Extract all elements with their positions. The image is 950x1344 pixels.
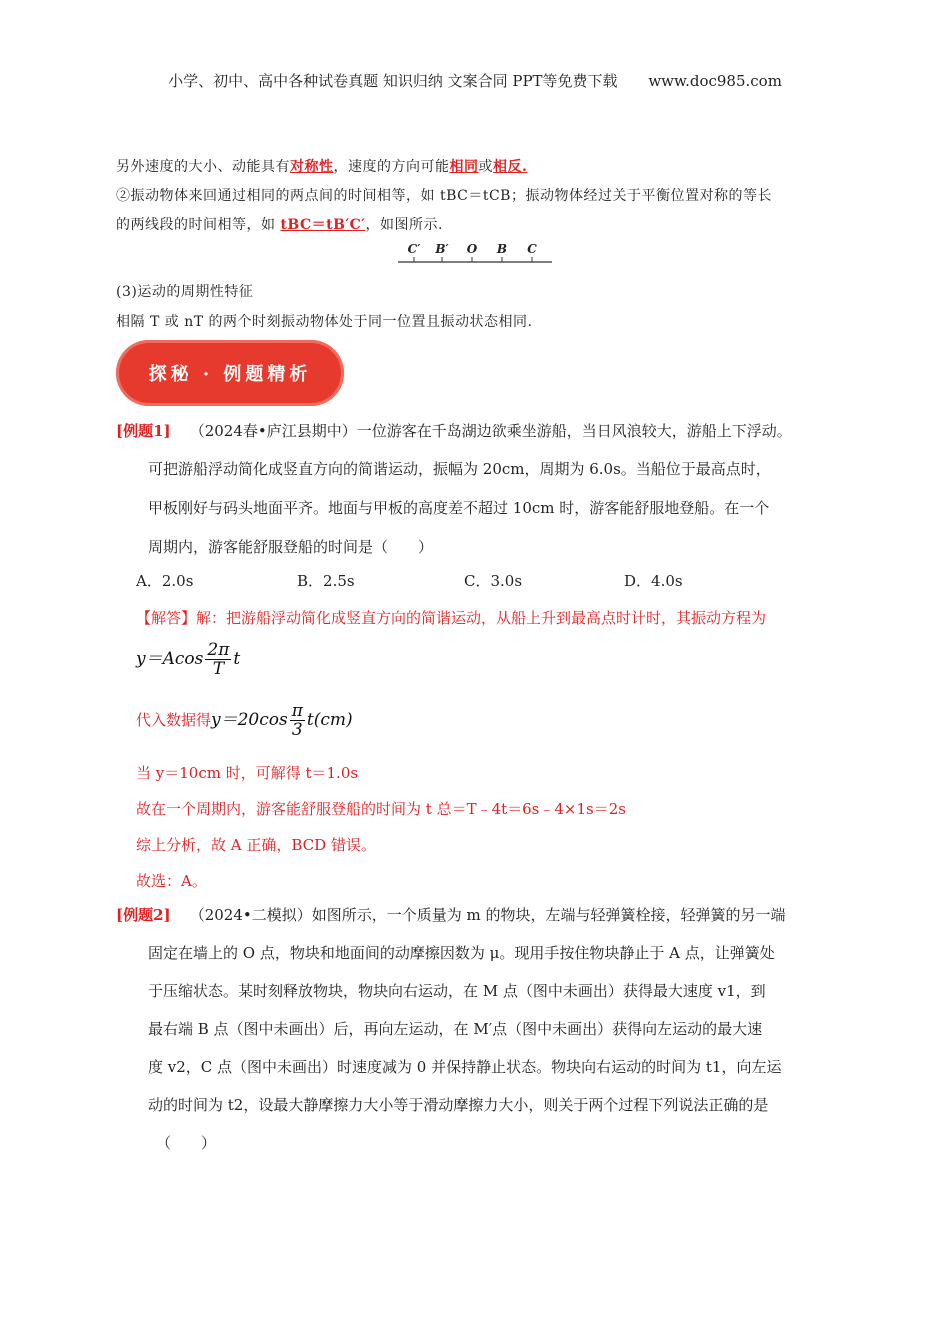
eq2-tail: t(cm) (306, 710, 353, 730)
example2-tag: [例题2] (116, 906, 171, 924)
substitute-prefix: 代入数据得 (136, 711, 212, 729)
emphasis-symmetry: 对称性 (290, 159, 334, 175)
position-diagram (396, 240, 556, 270)
eq1-lhs: y＝Acos (136, 649, 204, 669)
example2-line-4: 度 v2，C 点（图中未画出）时速度减为 0 并保持静止状态。物块向右运动的时间为 t1，向左运 (148, 1058, 782, 1076)
intro-line-2: ②振动物体来回通过相同的两点间的时间相等，如 tBC＝tCB；振动物体经过关于平衡位置对称的等长 (116, 188, 772, 204)
intro-text: 的两线段的时间相等，如 (116, 217, 281, 233)
example1-line-1: 可把游船浮动简化成竖直方向的简谐运动，振幅为 20cm，周期为 6.0s。当船位于最高点时， (148, 460, 771, 478)
equation-1 (136, 641, 240, 678)
eq2-denominator: 3 (291, 720, 303, 740)
section-badge (116, 340, 344, 406)
example1-line-2: 甲板刚好与码头地面平齐。地面与甲板的高度差不超过 10cm 时，游客能舒服地登船。在一个 (148, 499, 770, 517)
diagram-point-label: C′ (407, 242, 421, 256)
heading-periodicity: (3)运动的周期性特征 (116, 284, 254, 300)
intro-text: ，如图所示. (365, 217, 443, 233)
header-title: 小学、初中、高中各种试卷真题 知识归纳 文案合同 PPT等免费下载 (168, 72, 618, 90)
eq1-denominator: T (212, 659, 225, 679)
example2-line-6: （ ） (156, 1134, 217, 1152)
example1-text: （2024春•庐江县期中）一位游客在千岛湖边欲乘坐游船，当日风浪较大，游船上下浮动。 (189, 422, 792, 440)
intro-line-1 (116, 156, 527, 176)
diagram-point-label: C (527, 242, 537, 256)
example2-line-0 (116, 896, 786, 934)
option-b[interactable]: B．2.5s (297, 572, 355, 590)
answer-intro: 【解答】解：把游船浮动简化成竖直方向的简谐运动，从船上升到最高点时计时，其振动方程为 (136, 609, 767, 627)
eq1-tail: t (233, 649, 241, 669)
answer-line-5: 综上分析，故 A 正确，BCD 错误。 (136, 836, 376, 854)
example1-line-3: 周期内，游客能舒服登船的时间是（ ） (148, 538, 434, 556)
diagram-point-label: O (466, 242, 478, 256)
diagram-point-label: B′ (435, 242, 449, 256)
intro-line-4: 相隔 T 或 nT 的两个时刻振动物体处于同一位置且振动状态相同. (116, 314, 533, 330)
answer-line-4: 故在一个周期内，游客能舒服登船的时间为 t 总＝T﹣4t＝6s﹣4×1s＝2s (136, 800, 626, 818)
intro-text: 另外速度的大小、动能具有 (116, 159, 290, 175)
example2-line-3: 最右端 B 点（图中未画出）后，再向左运动，在 M′点（图中未画出）获得向左运动的最大速 (148, 1020, 763, 1038)
option-a[interactable]: A．2.0s (136, 572, 194, 590)
example2-line-2: 于压缩状态。某时刻释放物块，物块向右运动，在 M 点（图中未画出）获得最大速度 v1，到 (148, 982, 766, 1000)
header-url[interactable]: www.doc985.com (648, 72, 782, 90)
page-header (0, 70, 950, 91)
example2-text: （2024•二模拟）如图所示，一个质量为 m 的物块，左端与轻弹簧栓接，轻弹簧的另一端 (189, 906, 786, 924)
example2-line-5: 动的时间为 t2，设最大静摩擦力大小等于滑动摩擦力大小，则关于两个过程下列说法正确的是 (148, 1096, 769, 1114)
emphasis-opposite: 相反. (493, 159, 528, 175)
eq1-numerator: 2π (207, 640, 230, 660)
emphasis-equal-times: tBC＝tB′C′ (280, 217, 366, 233)
equation-2-row (136, 702, 353, 739)
example1-tag: [例题1] (116, 422, 171, 440)
example1-line-0 (116, 412, 792, 450)
intro-text: ，速度的方向可能 (333, 159, 450, 175)
answer-line-6: 故选：A。 (136, 872, 207, 890)
diagram-point-label: B (496, 242, 508, 256)
intro-line-3 (116, 214, 443, 234)
answer-line-3: 当 y＝10cm 时，可解得 t＝1.0s (136, 764, 359, 782)
option-d[interactable]: D．4.0s (624, 572, 683, 590)
badge-label: 探秘 · 例题精析 (148, 364, 312, 385)
eq2-numerator: π (291, 701, 303, 721)
option-c[interactable]: C．3.0s (464, 572, 523, 590)
example2-line-1: 固定在墙上的 O 点，物块和地面间的动摩擦因数为 μ。现用手按住物块静止于 A 点，让弹簧处 (148, 944, 775, 962)
emphasis-same: 相同 (449, 159, 479, 175)
eq2-lhs: y＝20cos (211, 710, 288, 730)
intro-text: 或 (478, 159, 493, 175)
